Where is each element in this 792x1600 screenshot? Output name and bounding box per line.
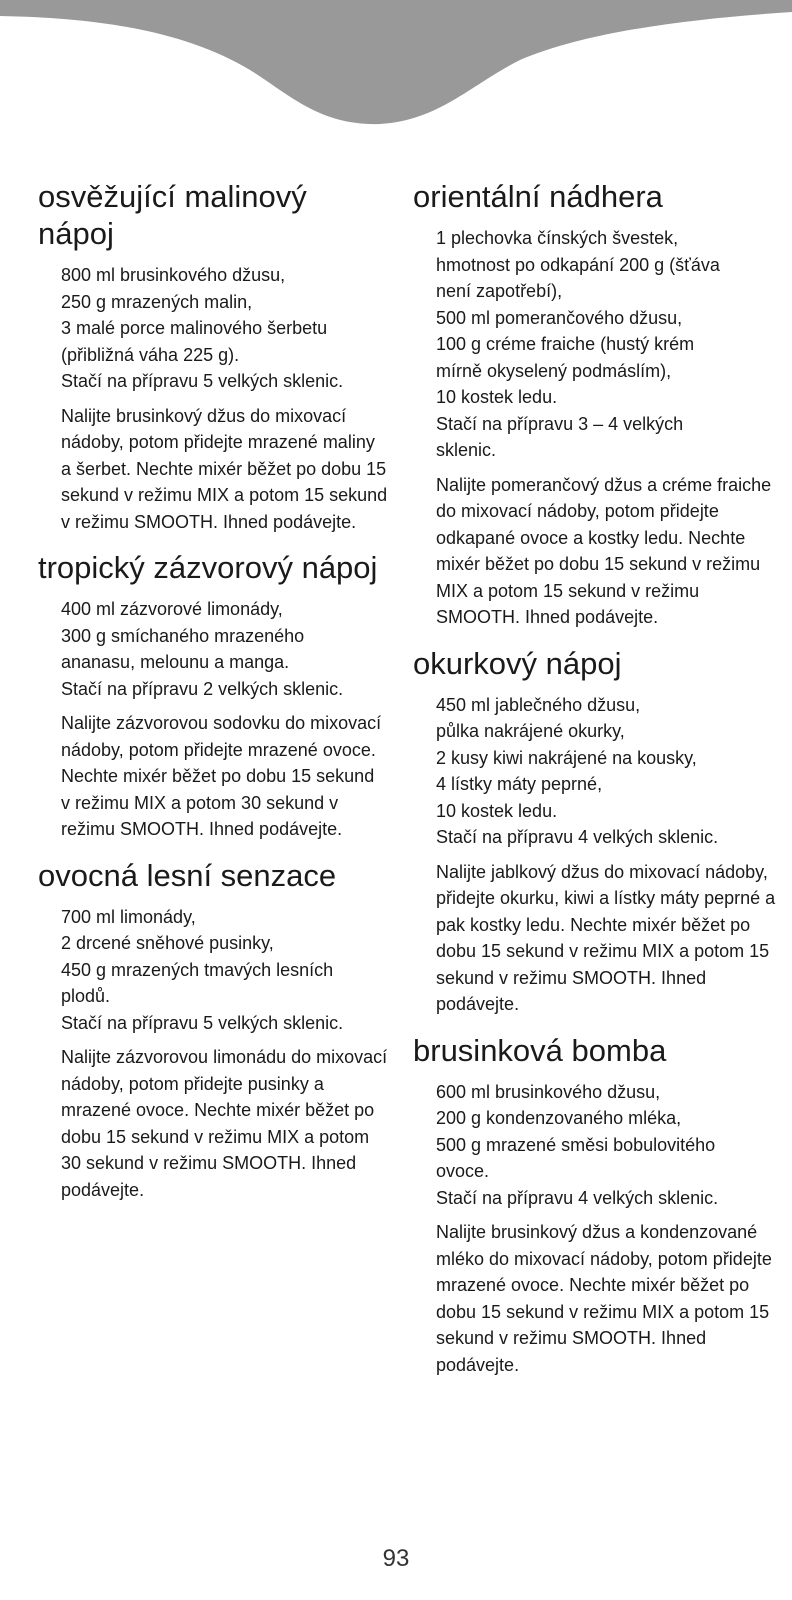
ingredient-line: Stačí na přípravu 4 velkých sklenic. (436, 827, 719, 847)
recipe (413, 178, 783, 631)
header-wave-decoration (0, 0, 792, 130)
recipe-ingredients (61, 262, 388, 395)
recipe-title: tropický zázvorový nápoj (38, 550, 378, 585)
recipe (38, 549, 388, 843)
recipe-ingredients (61, 904, 388, 1037)
recipe-title: ovocná lesní senzace (38, 857, 337, 893)
ingredient-line: půlka nakrájené okurky, (436, 721, 625, 741)
recipe-method: Nalijte pomerančový džus a créme fraiche do mixovací nádoby, potom přidejte odkapané ovoce a kostky ledu. Nechte mixér běžet po dobu 15 sekund v režimu MIX a potom 15 sekund v režimu SMOOTH. Ihned podávejte. (436, 474, 772, 627)
ingredient-line: sklenic. (436, 440, 497, 460)
ingredient-line: 1 plechovka čínských švestek, (436, 228, 679, 248)
ingredient-line: 700 ml limonády, (61, 906, 196, 927)
ingredient-line: 3 malé porce malinového šerbetu (61, 318, 328, 338)
ingredient-line: plodů. (61, 986, 111, 1006)
recipe-method: Nalijte brusinkový džus do mixovací nádoby, potom přidejte mrazené maliny a šerbet. Nechte mixér běžet po dobu 15 sekund v režimu MIX a potom 15 sekund v režimu SMOOTH. Ihned podávejte. (61, 405, 388, 532)
ingredient-line: 4 lístky máty peprné, (436, 774, 603, 794)
ingredient-line: 800 ml brusinkového džusu, (61, 265, 286, 285)
page-number: 93 (382, 1545, 410, 1572)
recipe-ingredients (436, 225, 783, 464)
recipe-ingredients (436, 692, 783, 851)
recipe-ingredients (61, 596, 388, 702)
ingredient-line: 450 g mrazených tmavých lesních (61, 959, 334, 980)
ingredient-line: Stačí na přípravu 5 velkých sklenic. (61, 371, 344, 391)
ingredient-line: Stačí na přípravu 5 velkých sklenic. (61, 1012, 344, 1033)
recipe (413, 645, 783, 1018)
ingredient-line: 500 ml pomerančového džusu, (436, 307, 683, 328)
ingredient-line: 600 ml brusinkového džusu, (436, 1081, 661, 1102)
ingredient-line: 400 ml zázvorové limonády, (61, 599, 283, 619)
recipe (413, 1032, 783, 1379)
ingredient-line: Stačí na přípravu 4 velkých sklenic. (436, 1187, 719, 1208)
ingredient-line: 2 kusy kiwi nakrájené na kousky, (436, 747, 697, 768)
ingredient-line: ovoce. (436, 1161, 490, 1181)
ingredient-line: Stačí na přípravu 2 velkých sklenic. (61, 678, 344, 699)
ingredient-line: Stačí na přípravu 3 – 4 velkých (436, 413, 684, 434)
ingredient-line: 250 g mrazených malin, (61, 291, 253, 312)
ingredient-line: (přibližná váha 225 g). (61, 344, 240, 365)
recipes-left-column (38, 178, 388, 1217)
ingredient-line: ananasu, melounu a manga. (61, 652, 290, 672)
ingredient-line: 2 drcené sněhové pusinky, (61, 933, 274, 953)
recipes-right-column (413, 178, 783, 1392)
recipe-ingredients (436, 1079, 783, 1212)
ingredient-line: 200 g kondenzovaného mléka, (436, 1108, 682, 1128)
ingredient-line: mírně okyselený podmáslím), (436, 360, 672, 381)
ingredient-line: 500 g mrazené směsi bobulovitého (436, 1134, 716, 1155)
ingredient-line: 100 g créme fraiche (hustý krém (436, 334, 695, 354)
recipe-method: Nalijte jablkový džus do mixovací nádoby, přidejte okurku, kiwi a lístky máty peprné a pak kostky ledu. Nechte mixér běžet po dobu 15 sekund v režimu MIX a potom 15 sekund v režimu SMOOTH. Ihned podávejte. (436, 861, 776, 1014)
recipe-title: orientální nádhera (413, 179, 663, 214)
ingredient-line: 450 ml jablečného džusu, (436, 694, 641, 715)
ingredient-line: hmotnost po odkapání 200 g (šťáva (436, 254, 720, 275)
recipe-method: Nalijte zázvorovou sodovku do mixovací nádoby, potom přidejte mrazené ovoce. Nechte mixér běžet po dobu 15 sekund v režimu MIX a potom 30 sekund v režimu SMOOTH. Ihned podávejte. (61, 713, 382, 839)
recipe (38, 178, 388, 535)
ingredient-line: 10 kostek ledu. (436, 800, 558, 821)
recipe-method: Nalijte zázvorovou limonádu do mixovací nádoby, potom přidejte pusinky a mrazené ovoce. Nechte mixér běžet po dobu 15 sekund v režimu MIX a potom 30 sekund v režimu SMOOTH. Ihned podávejte. (61, 1047, 388, 1200)
recipe-title: osvěžující malinový nápoj (38, 179, 307, 251)
recipe-title: brusinková bomba (413, 1032, 667, 1068)
ingredient-line: 10 kostek ledu. (436, 387, 558, 407)
recipe (38, 857, 388, 1204)
ingredient-line: není zapotřebí), (436, 281, 563, 301)
recipe-title: okurkový nápoj (413, 645, 622, 681)
recipe-method: Nalijte brusinkový džus a kondenzované mléko do mixovací nádoby, potom přidejte mrazené ovoce. Nechte mixér běžet po dobu 15 sekund v režimu MIX a potom 15 sekund v režimu SMOOTH. Ihned podávejte. (436, 1222, 772, 1375)
ingredient-line: 300 g smíchaného mrazeného (61, 625, 305, 646)
